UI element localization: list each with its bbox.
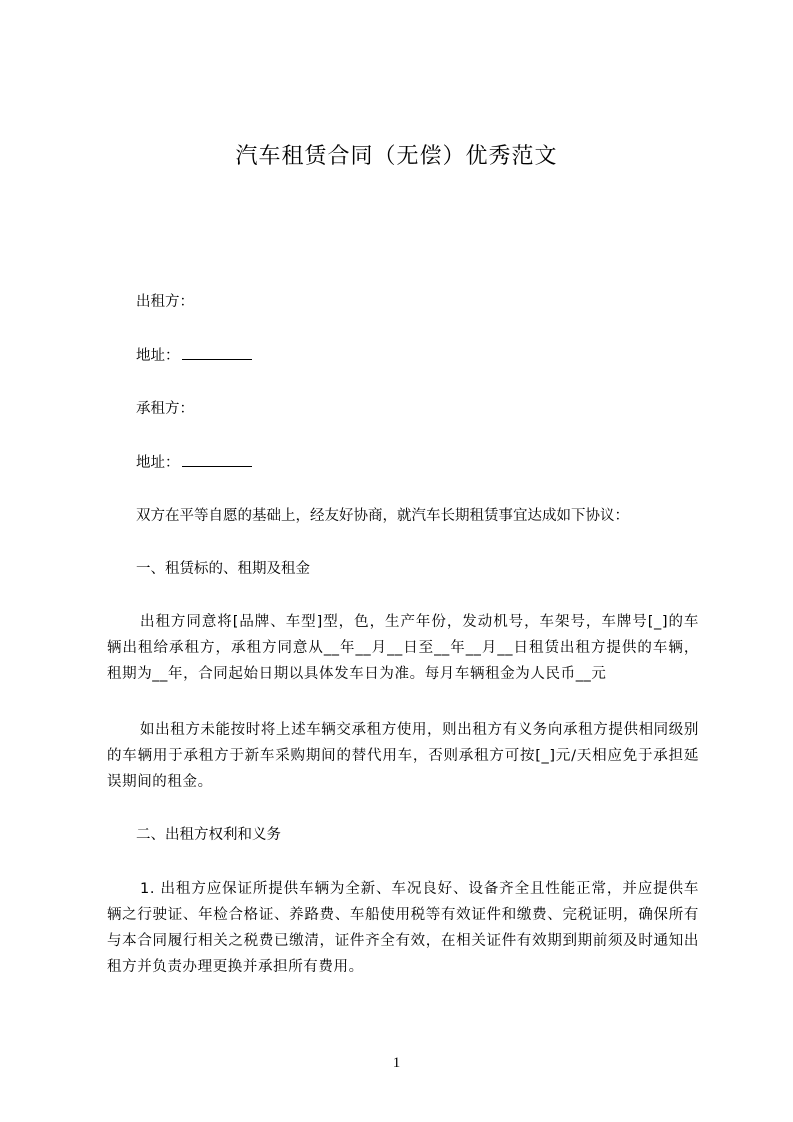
section1-paragraph-1: 出租方同意将[品牌、车型]型，色，生产年份，发动机号，车架号，车牌号[_]的车辆出租给承租方，承租方同意从__年__月__日至__年__月__日租赁出租方提供的车辆，租期为__年，合同起始日期以具体发车日为准。每月车辆租金为人民币__元	[107, 614, 699, 682]
lessee-address-field	[136, 452, 252, 473]
section2-heading: 二、出租方权利和义务	[136, 827, 281, 843]
page-number: 1	[392, 1055, 401, 1071]
intro-text: 双方在平等自愿的基础上，经友好协商，就汽车长期租赁事宜达成如下协议：	[136, 508, 629, 524]
section1-paragraph-2: 如出租方未能按时将上述车辆交承租方使用，则出租方有义务向承租方提供相同级别的车辆用于承租方于新车采购期间的替代用车，否则承租方可按[_]元/天相应免于承担延误期间的租金。	[107, 722, 699, 790]
lessor-address-blank	[182, 345, 252, 360]
lessor-label: 出租方：	[136, 294, 194, 310]
document-title: 汽车租赁合同（无偿）优秀范文	[235, 144, 558, 169]
lessor-address-label: 地址：	[136, 348, 180, 364]
lessee-label: 承租方：	[136, 401, 194, 417]
lessor-address-field	[136, 345, 252, 366]
section2-paragraph-1: 1. 出租方应保证所提供车辆为全新、车况良好、设备齐全且性能正常，并应提供车辆之行驶证、年检合格证、养路费、车船使用税等有效证件和缴费、完税证明，确保所有与本合同履行相关之税费已缴清，证件齐全有效，在相关证件有效期到期前须及时通知出租方并负责办理更换并承担所有费用。	[107, 881, 699, 975]
lessor-field	[136, 292, 194, 312]
lessee-address-blank	[182, 452, 252, 467]
lessee-address-label: 地址：	[136, 455, 180, 471]
lessee-field	[136, 399, 194, 419]
section1-heading: 一、租赁标的、租期及租金	[136, 561, 310, 577]
